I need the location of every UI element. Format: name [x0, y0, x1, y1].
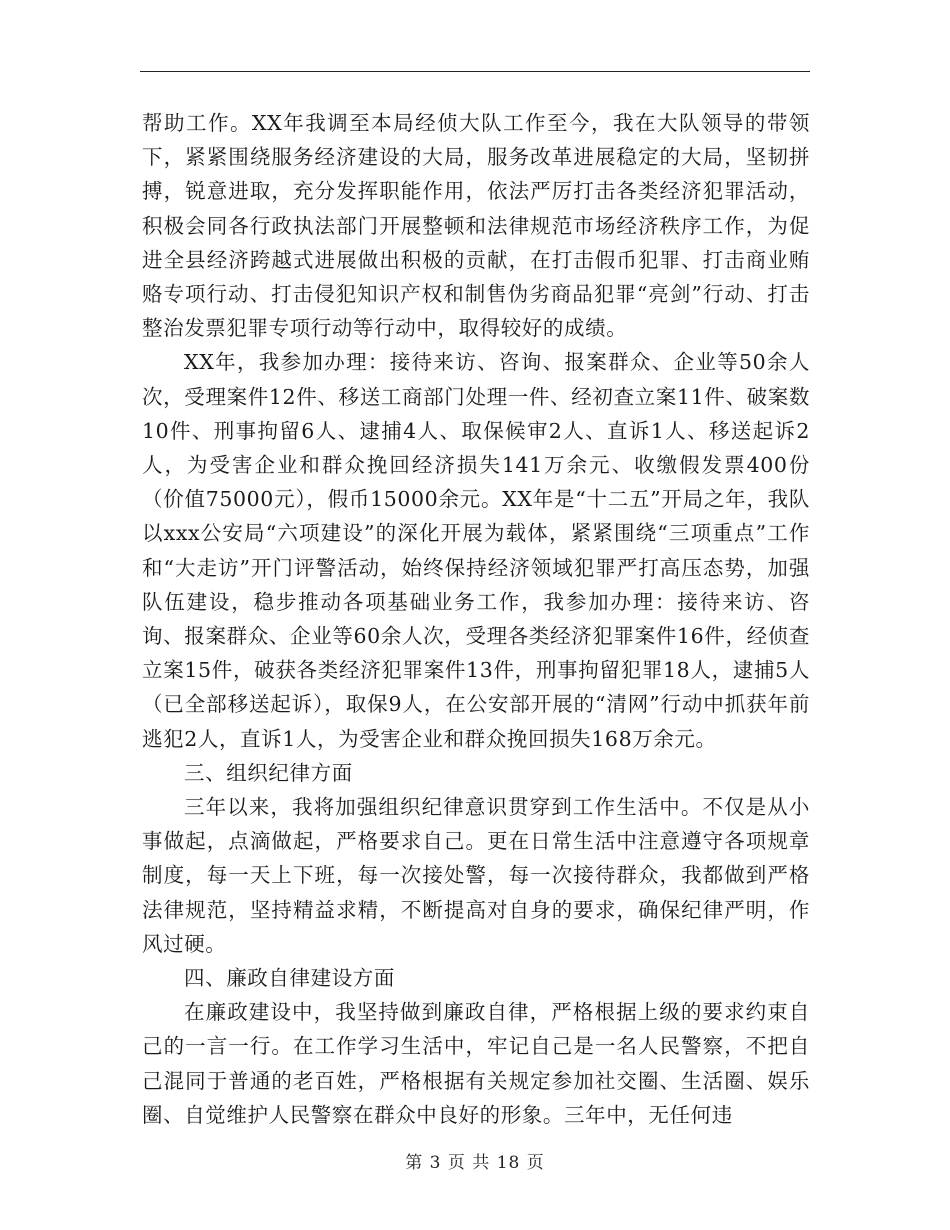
- section-heading-4: 四、廉政自律建设方面: [184, 966, 395, 991]
- section-heading-3: 三、组织纪律方面: [184, 760, 353, 785]
- paragraph-4: 三年以来，我将加强组织纪律意识贯穿到工作生活中。不仅是从小事做起，点滴做起，严格要求自己。更在日常生活中注意遵守各项规章制度，每一天上下班，每一次接处警，每一次接待群众，我都做到严格法律规范，坚持精益求精，不断提高对自身的要求，确保纪律严明，作风过硬。: [142, 795, 810, 956]
- document-body: [142, 106, 810, 1132]
- page-number-footer: 第 3 页 共 18 页: [405, 1153, 545, 1173]
- paragraph-2: XX年，我参加办理：接待来访、咨询、报案群众、企业等50余人次，受理案件12件、移送工商部门处理一件、经初查立案11件、破案数10件、刑事拘留6人、逮捕4人、取保候审2人、直诉1人、移送起诉2人，为受害企业和群众挽回经济损失141万余元、收缴假发票400份（价值75000元），假币15000余元。XX年是“十二五”开局之年，我队以xxx公安局“六项建设”的深化开展为载体，紧紧围绕“三项重点”工作和“大走访”开门评警活动，始终保持经济领域犯罪严打高压态势，加强队伍建设，稳步推动各项基础业务工作，我参加办理：接待来访、咨询、报案群众、企业等60余人次，受理各类经济犯罪案件16件，经侦查立案15件，破获各类经济犯罪案件13件，刑事拘留犯罪18人，逮捕5人（已全部移送起诉），取保9人，在公安部开展的“清网”行动中抓获年前逃犯2人，直诉1人，为受害企业和群众挽回损失168万余元。: [142, 350, 810, 751]
- header-divider: [140, 71, 810, 72]
- paragraph-6: 在廉政建设中，我坚持做到廉政自律，严格根据上级的要求约束自己的一言一行。在工作学习生活中，牢记自己是一名人民警察，不把自己混同于普通的老百姓，严格根据有关规定参加社交圈、生活圈、娱乐圈、自觉维护人民警察在群众中良好的形象。三年中，无任何违: [142, 1000, 810, 1127]
- paragraph-1: 帮助工作。XX年我调至本局经侦大队工作至今，我在大队领导的带领下，紧紧围绕服务经济建设的大局，服务改革进展稳定的大局，坚韧拼搏，锐意进取，充分发挥职能作用，依法严厉打击各类经济犯罪活动，积极会同各行政执法部门开展整顿和法律规范市场经济秩序工作，为促进全县经济跨越式进展做出积极的贡献，在打击假币犯罪、打击商业贿赂专项行动、打击侵犯知识产权和制售伪劣商品犯罪“亮剑”行动、打击整治发票犯罪专项行动等行动中，取得较好的成绩。: [142, 111, 810, 341]
